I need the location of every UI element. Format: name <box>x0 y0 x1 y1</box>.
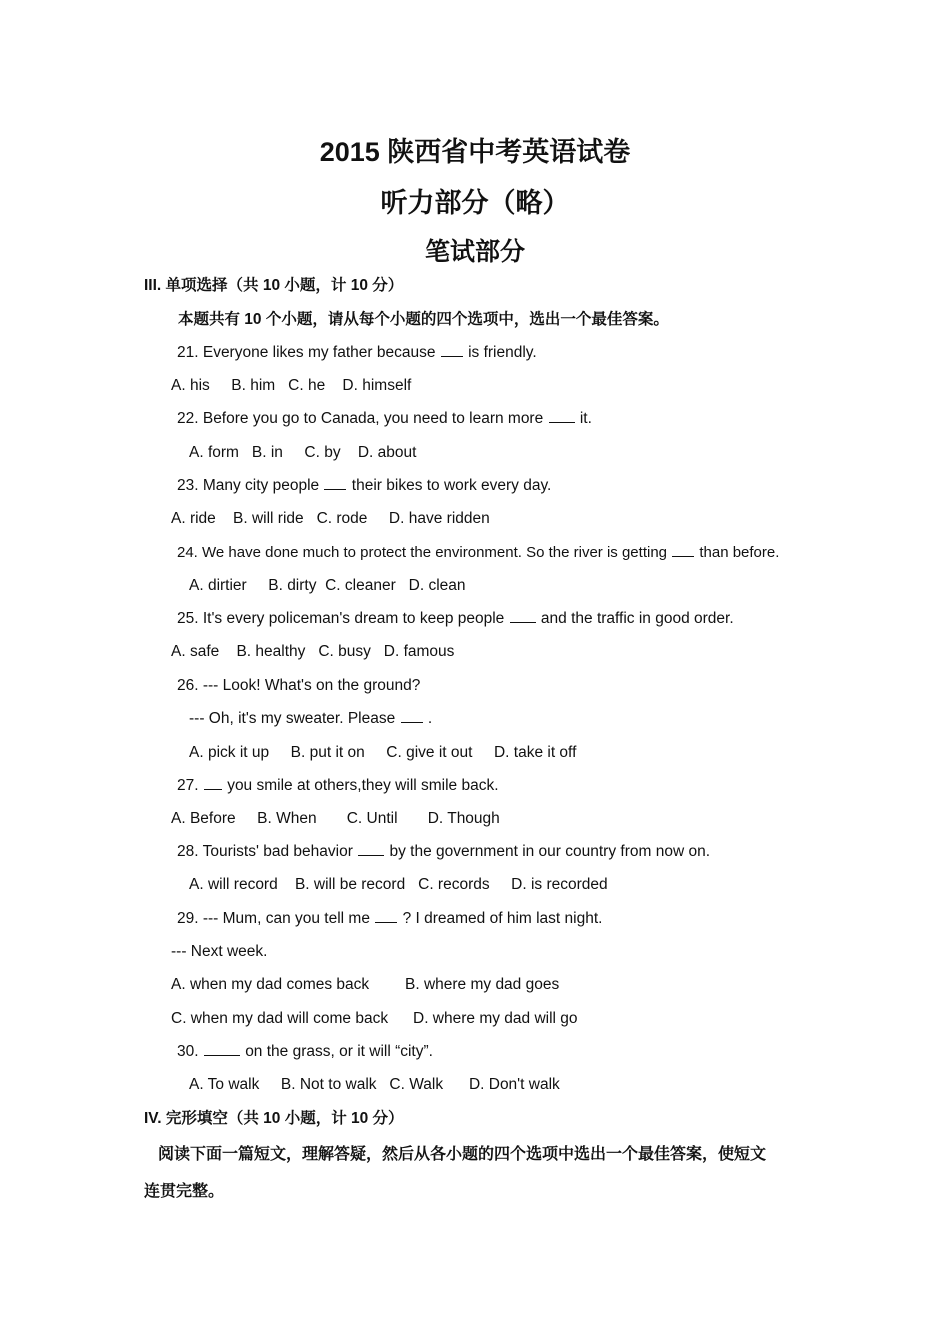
exam-title: 2015 陕西省中考英语试卷 <box>319 137 631 167</box>
question-27-stem-end: you smile at others,they will smile back. <box>227 777 499 794</box>
question-21-options: A. his B. him C. he D. himself <box>171 377 412 394</box>
question-21-stem-start: 21. Everyone likes my father because <box>177 344 436 361</box>
question-29-reply: --- Next week. <box>171 943 268 960</box>
question-26-line-1: 26. --- Look! What's on the ground? <box>177 677 421 694</box>
question-26-stem-start: --- Oh, it's my sweater. Please <box>189 710 396 727</box>
question-24-options: A. dirtier B. dirty C. cleaner D. clean <box>189 577 466 594</box>
question-28-stem-end: by the government in our country from now on. <box>389 843 710 860</box>
question-29-option-d: D. where my dad will go <box>413 1010 578 1027</box>
question-27 <box>177 776 499 796</box>
question-23 <box>177 476 551 496</box>
question-29-stem-start: 29. --- Mum, can you tell me <box>177 910 370 927</box>
question-30 <box>177 1042 433 1062</box>
question-23-stem-end: their bikes to work every day. <box>351 477 552 494</box>
question-26-options: A. pick it up B. put it on C. give it out D. take it off <box>189 744 577 761</box>
question-21 <box>177 343 537 363</box>
question-30-number: 30. <box>177 1043 199 1060</box>
question-26-stem-end: . <box>427 710 433 727</box>
question-22-stem-end: it. <box>579 410 592 427</box>
question-28 <box>177 842 710 862</box>
question-25-options: A. safe B. healthy C. busy D. famous <box>171 643 455 660</box>
question-22-stem-start: 22. Before you go to Canada, you need to learn more <box>177 410 544 427</box>
answer-blank <box>401 709 423 723</box>
question-29-stem-end: ? I dreamed of him last night. <box>402 910 603 927</box>
question-25-stem-end: and the traffic in good order. <box>540 610 734 627</box>
section-4-heading: IV. 完形填空（共 10 小题，计 10 分） <box>144 1110 404 1127</box>
question-25-stem-start: 25. It's every policeman's dream to keep people <box>177 610 505 627</box>
question-26-line-2 <box>189 709 432 729</box>
question-22 <box>177 409 592 429</box>
question-24 <box>177 543 779 563</box>
section-4-instruction-line-1: 阅读下面一篇短文，理解答疑，然后从各小题的四个选项中选出一个最佳答案，使短文 <box>158 1146 767 1163</box>
answer-blank <box>510 609 536 623</box>
question-29 <box>177 909 602 929</box>
question-30-options: A. To walk B. Not to walk C. Walk D. Don't walk <box>189 1076 560 1093</box>
answer-blank <box>358 842 384 856</box>
question-23-stem-start: 23. Many city people <box>177 477 320 494</box>
section-3-instruction: 本题共有 10 个小题，请从每个小题的四个选项中，选出一个最佳答案。 <box>178 311 669 328</box>
question-24-stem-end: than before. <box>699 544 780 561</box>
question-28-stem-start: 28. Tourists' bad behavior <box>177 843 353 860</box>
question-29-option-b: B. where my dad goes <box>405 976 560 993</box>
question-28-options: A. will record B. will be record C. records D. is recorded <box>189 876 608 893</box>
answer-blank <box>441 343 463 357</box>
section-3-heading: III. 单项选择（共 10 小题，计 10 分） <box>144 277 404 294</box>
question-30-stem-end: on the grass, or it will “city”. <box>245 1043 433 1060</box>
answer-blank <box>204 776 222 790</box>
answer-blank <box>324 476 346 490</box>
question-22-options: A. form B. in C. by D. about <box>189 444 417 461</box>
section-4-instruction-line-2: 连贯完整。 <box>144 1183 225 1200</box>
question-27-options: A. Before B. When C. Until D. Though <box>171 810 500 827</box>
question-29-option-c: C. when my dad will come back <box>171 1010 389 1027</box>
question-24-stem-start: 24. We have done much to protect the environment. So the river is getting <box>177 544 667 561</box>
answer-blank <box>672 543 694 557</box>
question-21-stem-end: is friendly. <box>468 344 537 361</box>
question-23-options: A. ride B. will ride C. rode D. have ridden <box>171 510 490 527</box>
answer-blank <box>375 909 397 923</box>
question-25 <box>177 609 734 629</box>
answer-blank <box>204 1042 240 1056</box>
written-section-title: 笔试部分 <box>424 238 525 266</box>
listening-section-title: 听力部分（略） <box>380 188 570 218</box>
answer-blank <box>549 409 575 423</box>
question-27-number: 27. <box>177 777 199 794</box>
question-29-option-a: A. when my dad comes back <box>171 976 370 993</box>
